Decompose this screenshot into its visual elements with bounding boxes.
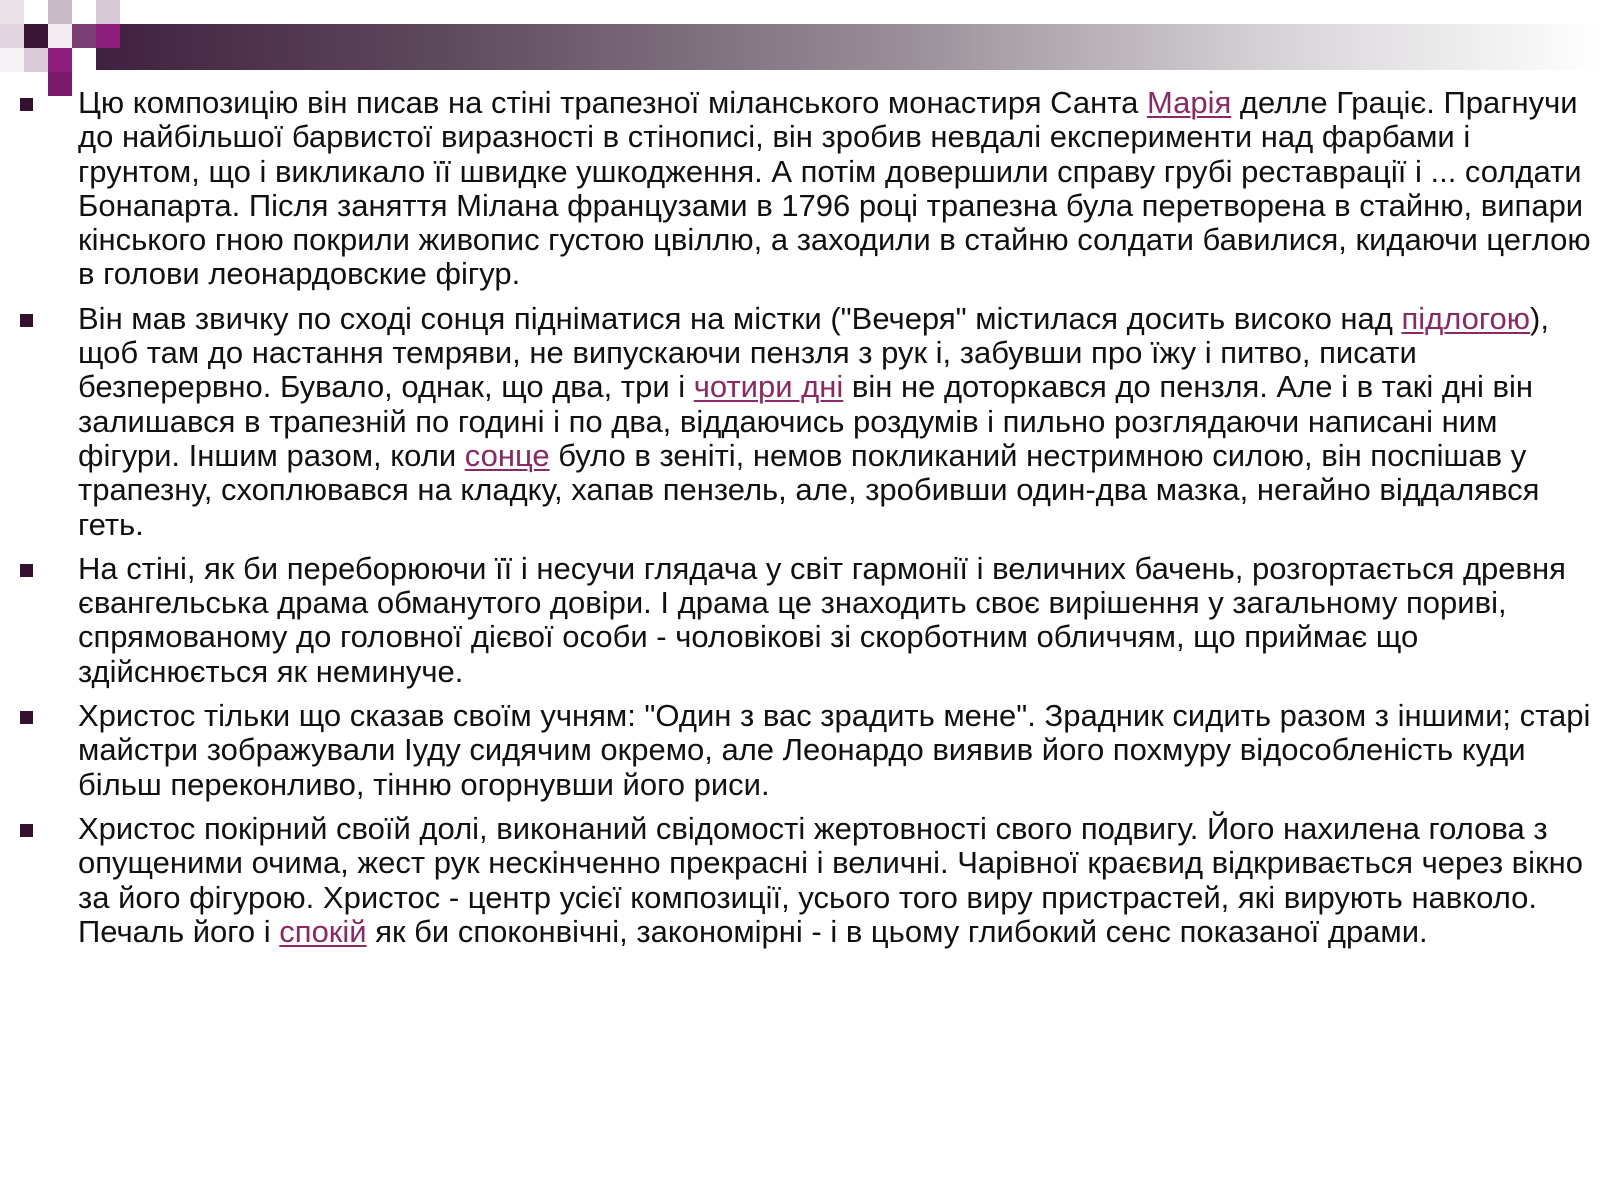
bullet-list (18, 86, 1593, 959)
paragraph-text: Він мав звичку по сході сонця підніматися на містки ("Вечеря" містилася досить високо над (78, 300, 1402, 336)
decor-square (24, 24, 48, 48)
decor-square (72, 24, 96, 48)
paragraph-text: Цю композицію він писав на стіні трапезної міланського монастиря Санта (78, 85, 1147, 120)
decor-square (48, 48, 72, 72)
paragraph-text: було в зеніті, немов покликаний нестримною силою, він поспішав у трапезну, схоплювався на кладку, хапав пензель, але, зробивши один-два мазка, негайно віддалявся геть. (78, 437, 1540, 542)
decor-square (24, 0, 48, 24)
link-maria[interactable]: Марія (1146, 85, 1232, 120)
bullet-item (18, 86, 1593, 292)
link-chotyry-dni[interactable]: чотири дні (693, 369, 844, 405)
paragraph-text: ), щоб там до настання темряви, не випускаючи пензля з рук і, забувши про їжу і питво, писати безперервно. Бувало, однак, що два, три і (78, 300, 1549, 405)
decor-square (72, 0, 96, 24)
bullet-square-icon (20, 98, 33, 111)
decor-square (72, 48, 96, 72)
decor-square (0, 0, 24, 24)
paragraph-text: як би споконвічні, закономірні - і в цьому глибокий сенс показаної драми. (366, 913, 1428, 949)
paragraph-text: Христос покірний своїй долі, виконаний свідомості жертовності свого подвигу. Його нахилена голова з опущеними очима, жест рук нескінченно прекрасні і величні. Чарівної краєвид відкривається через вікно за його фігурою. Христос - центр усієї композиції, усього того виру пристрастей, які вирують навколо. Печаль його і (78, 810, 1583, 949)
decor-square (0, 24, 24, 48)
decor-square (24, 48, 48, 72)
bullet-item (18, 552, 1593, 689)
bullet-square-icon (20, 711, 33, 724)
decor-square (96, 0, 120, 24)
decor-square (48, 24, 72, 48)
bullet-item (18, 302, 1593, 542)
paragraph-text: Христос тільки що сказав своїм учням: "Один з вас зрадить мене". Зрадник сидить разом з іншими; старі майстри зображували Іуду сидячим окремо, але Леонардо виявив його похмуру відособленість куди більш переконливо, тінню огорнувши його риси. (78, 698, 1591, 802)
bullet-square-icon (20, 314, 33, 327)
decor-square (96, 24, 120, 48)
bullet-square-icon (20, 564, 33, 577)
link-spokiy[interactable]: спокій (279, 913, 367, 949)
bullet-square-icon (20, 824, 33, 837)
paragraph-text: він не доторкався до пензля. Але і в такі дні він залишався в трапезній по годині і по два, віддаючись роздумів і пильно розглядаючи написані ним фігури. Іншим разом, коли (78, 369, 1534, 473)
link-pidlogoyu[interactable]: підлогою (1401, 300, 1531, 336)
decor-square (48, 0, 72, 24)
bullet-item (18, 699, 1593, 802)
paragraph-text: На стіні, як би переборюючи її і несучи глядача у світ гармонії і величних бачень, розгортається древня євангельська драма обманутого довіри. І драма це знаходить своє вирішення у загальному пориві, спрямованому до головної дієвої особи - чоловікові зі скорботним обличчям, що приймає що здійснюється як неминуче. (78, 550, 1566, 689)
header-banner (60, 24, 1600, 70)
link-sontse[interactable]: сонце (464, 437, 550, 473)
decor-square (0, 48, 24, 72)
bullet-item (18, 812, 1593, 949)
paragraph-text: делле Граціє. Прагнучи до найбільшої барвистої виразності в стінописі, він зробив невдалі експерименти над фарбами і грунтом, що і викликало її швидке ушкодження. А потім довершили справу грубі реставрації і ... солдати Бонапарта. Після заняття Мілана французами в 1796 році трапезна була перетворена в стайню, випари кінського гною покрили живопис густою цвіллю, а заходили в стайню солдати бавилися, кидаючи цеглою в голови леонардовские фігур. (78, 85, 1591, 292)
